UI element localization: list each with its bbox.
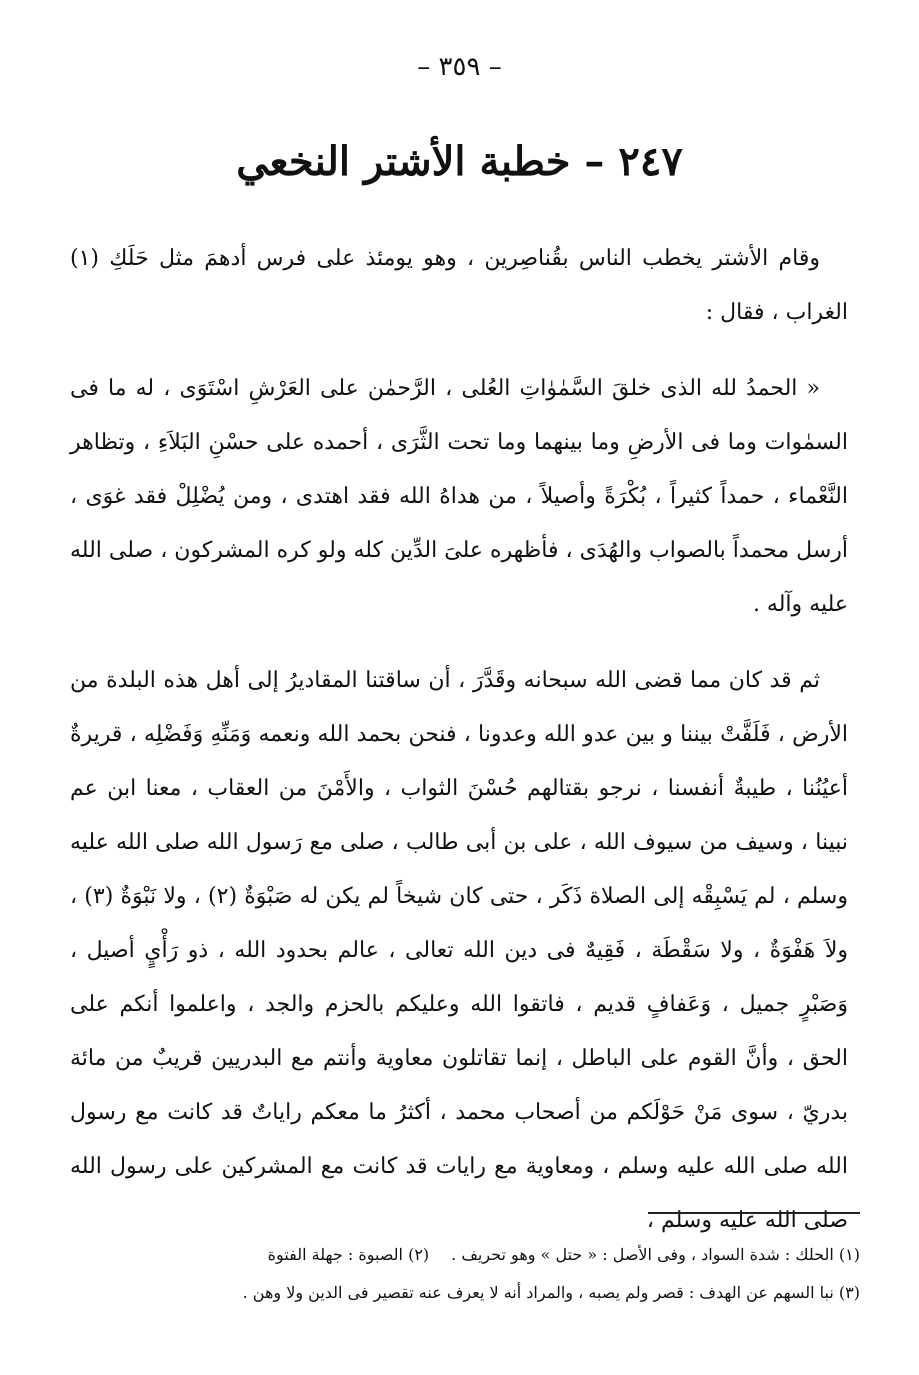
paragraph-praise: « الحمدُ لله الذى خلقَ السَّمٰوٰاتِ العُلى ، الرَّحمٰن على العَرْشِ اسْتَوَى ، له ما فى السمٰوات وما فى الأرضِ وما بينهما وما تحت الثَّرَى ، أحمده على حسْنِ البَلاَءِ ، وتظاهر النَّعْماء ، حمداً كثيراً ، بُكْرَةً وأصيلاً ، من هداهُ الله فقد اهتدى ، ومن يُضْلِلْ فقد غوَى ، أرسل محمداً بالصواب والهُدَى ، فأظهره علىَ الدِّين كله ولو كره المشركون ، صلى الله عليه وآله .	[70, 376, 848, 617]
footnote-2: (٢) الصبوة : جهلة الفتوة	[267, 1245, 430, 1264]
footnote-line-1	[70, 1236, 860, 1274]
footnotes	[70, 1236, 860, 1312]
chapter-title: ٢٤٧ – خطبة الأشتر النخعي	[236, 138, 683, 185]
footnote-3: (٣) نبا السهم عن الهدف : قصر ولم يصبه ، والمراد أنه لا يعرف عنه تقصير فى الدين ولا وهن .	[242, 1283, 860, 1302]
page-number: – ٣٥٩ –	[417, 52, 502, 82]
paragraph-sermon: ثم قد كان مما قضى الله سبحانه وقَدَّرَ ، أن ساقتنا المقاديرُ إلى أهل هذه البلدة من الأرض ، فَلَفَّتْ بيننا و بين عدو الله وعدونا ، فنحن بحمد الله ونعمه وَمَنِّهِ وَفَضْلِه ، قريرةٌ أعيُنُنا ، طيبةٌ أنفسنا ، نرجو بقتالهم حُسْنَ الثواب ، والأَمْنَ من العقاب ، معنا ابن عم نبينا ، وسيف من سيوف الله ، على بن أبى طالب ، صلى مع رَسول الله صلى الله عليه وسلم ، لم يَسْبِقْه إلى الصلاة ذَكَر ، حتى كان شيخاً لم يكن له صَبْوَةٌ (٢) ، ولا نَبْوَةٌ (٣) ، ولاَ هَفْوَةٌ ، ولا سَقْطَة ، فَقِيهٌ فى دين الله تعالى ، عالم بحدود الله ، ذو رَأْيٍ أصيل ، وَصَبْرٍ جميل ، وَعَفافٍ قديم ، فاتقوا الله وعليكم بالحزم والجد ، واعلموا أنكم على الحق ، وأنَّ القوم على الباطل ، إنما تقاتلون معاوية وأنتم مع البدريين قريبٌ من مائة بدريّ ، سوى مَنْ حَوْلَكم من أصحاب محمد ، أكثرُ ما معكم راياتٌ قد كانت مع رسول الله صلى الله عليه وسلم ، ومعاوية مع رايات قد كانت مع المشركين على رسول الله صلى الله عليه وسلم ،	[70, 668, 848, 1233]
footnote-1: (١) الحلك : شدة السواد ، وفى الأصل : « حتل » وهو تحريف .	[451, 1245, 860, 1264]
footnote-line-2	[70, 1274, 860, 1312]
footnote-divider	[648, 1212, 860, 1214]
body-text	[70, 232, 848, 1270]
paragraph-intro: وقام الأشتر يخطب الناس بقُناصِرين ، وهو يومئذ على فرس أدهمَ مثل حَلَكِ (١) الغراب ، فقال :	[70, 246, 848, 325]
